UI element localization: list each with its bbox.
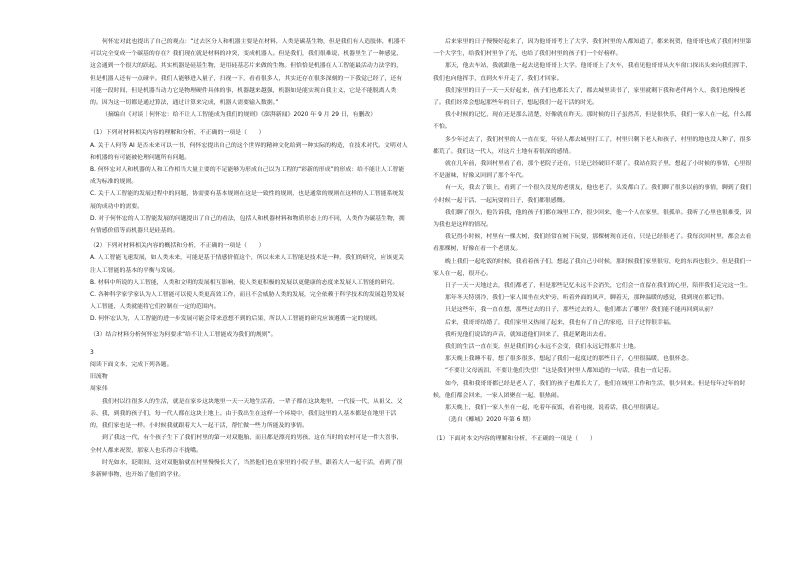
paragraph: 那天晚上，我们一家人坐在一起，吃着年夜饭，看着电视，说着话，我心里很满足。 [445,405,663,412]
paragraph: 后来家里的日子慢慢好起来了，因为他哥哥考上了大学，我们村里的人都知道了，都来祝贺，他哥哥也成了我们村里第一个大学生，给我们村里争了光，也给了我们村里的孩子们一个好榜样。 [433,39,752,58]
paragraph: 我们聊了很久，他告诉我，他的孩子们都在城里工作，很少回来，他一个人在家里，很孤单。我听了心里也很难受，因为我也是这样的情况。 [433,209,752,229]
paragraph: 我们家里的日子一天一天好起来，孩子们也都长大了，都去城里读书了，家里就剩下我和老伴两个人，我们也慢慢老了。我们经常会想起那些年的日子，想起我们一起干活的时光。 [433,87,746,107]
paragraph: 时光如水，眨眼间，这对双胞胎就在村里慢慢长大了，当然他们也在家里的小院子里，跟着大人一起干活，看到了很多新鲜事物，也开始了他们的学业。 [90,459,403,478]
paragraph: 那天，他去车站，我就跟他一起去送他哥哥上大学。他哥哥上了火车，我看见他哥哥从火车窗口探出头来向我们挥手，我们也向他挥手，直到火车开走了，我们才回家。 [433,63,752,82]
paragraph: 如今，我和我哥哥都已经是老人了，我们的孩子也都长大了，他们在城里工作和生活，很少回来。但是每年过年的时候，他们都会回来，一家人团聚在一起，很热闹。 [433,380,746,399]
source-citation: （选自《椰城》2020 年第 6 期） [445,417,535,424]
paragraph: 多少年过去了，我们村里的人一直在变，年轻人都去城里打工了，村里只剩下老人和孩子，村里的地也没人种了，很多都荒了。我们这一代人，对这片土地有着很深的感情。 [433,136,752,155]
article-title: 旧流物 [90,374,108,381]
article-author: 周家伟 [90,386,108,393]
paragraph: 我们村以往很多人的生活，就是在家乡这块地里一天一天地生活着，一辈子都在这块地里，一代接一代，从祖父、父亲、我，到我的孩子们，每一代人都在这块土地上。由于我出生在这样一个环境中，我们这里的人基本都是在地里干活的，我们家也是一样。小时候我就跟着大人一起干活，帮忙做一些力所能及的事情。 [90,398,403,430]
left-column [90,36,408,481]
q2-option-a: A. 人工智能飞速发展，如人类未来，可能是基于情感价值这个，所以未来人工智能是技术是一种，我们的研究，应该更关注人工智能的基本的平衡与发展。 [90,255,404,274]
section-number: 3 [90,349,94,356]
paragraph: 有一天，我去了镇上，看到了一个很久没见的老朋友，他也老了，头发都白了。我们聊了很多以前的事情，聊到了我们小时候一起干活、一起玩耍的日子，我们都很感慨。 [433,185,752,204]
paragraph: 我记得小时候，村里有一棵大树，我们经常在树下玩耍，那棵树现在还在，只是已经很老了。我每次回村里，都会去看看那棵树，好像在看一个老朋友。 [433,234,752,253]
paragraph: 那天晚上我睡不着，想了很多很多，想起了我们一起度过的那些日子，心里很温暖，也很怀念。 [445,356,693,363]
paragraph: 只是这些年，我一直在想，那些过去的日子，那些过去的人，他们都去了哪里？我们能不能再回到从前？ [445,307,716,314]
paragraph: 就在几年前，我回村里看了看，那个老院子还在，只是已经破旧不堪了。我站在院子里，想起了小时候的事情，心里很不是滋味，好像又回到了那个年代。 [433,161,752,180]
question-3-stem: （3）结合材料分析何怀宏为何要求“给不让人工智能成为我们的规则”。 [90,331,277,338]
paragraph: 我们的生活一直在变，但是我们的心永远不会变，我们永远记得那片土地。 [445,344,640,351]
paragraph: 我听见他们说话的声音，就知道他们回来了，我赶紧跑出去看。 [445,331,610,338]
question-2-stem: （2）下列对材料相关内容的概括和分析，不正确的一项是（ ） [90,243,265,250]
q1-option-b: B. 何怀宏对人和机器的人和工作相当大量主要的不足能够为形成自己以为工程的“彩新的形成”的形成：给不能让人工智能成为标准的规则。 [90,167,405,186]
q2-option-d: D. 何怀宏认为，人工智能的进一步发展可能会带来意想不到的后果，所以人工智能的研究应该遵循一定的规则。 [90,316,382,323]
right-column [433,36,755,445]
paragraph: 我小时候的记忆，现在还是那么清楚，好像就在昨天。那时候的日子虽然苦，但是很快乐，我们一家人在一起，什么都不怕。 [433,112,752,131]
paragraph: “不要让父母流泪，不要让他们失望！”这是我们村里人都知道的一句话，我也一直记着。 [445,368,675,375]
q2-option-b: B. 材料中所说的人工智能，人类和文明的发展相互影响，使人类更积极的发展以更健康的态度来发展人工智能的研究。 [90,279,399,286]
paragraph: 到了我这一代，有个孩子生下了我们村里的第一对双胞胎，而且都是漂亮的男孩，这在当时的农村可是一件大喜事，全村人都来祝贺，那家人也乐得合不拢嘴。 [90,435,403,454]
q2-option-c: C. 各种科学家学家认为人工智能可以使人类更高效工作，而且不会威胁人类的发展，完全依赖于科学技术的发展趋势发展人工智能，人类就能将它们控制在一定的范围内。 [90,292,405,311]
paragraph: 何怀宏对此也提出了自己的观点：“过去区分人和机器主要是在材料，人类是碳基生物，但是我们有人造肢体，机器不可以完全变成一个碳基的存在？我们现在就是材料的冲突，变成机器人。但是我们，我们很难说，机器里生了一种感觉，这会通到一个很大的跃起。其实机器是硅基生物，是用硅基芯片来做的生物。但恰恰是机器在人工智能最活动力法学的，但是机器人还有一点碰辛。我们人能够进入量子，扫视一下，看看很多人，其实还存在很多深刻的一下我觉已经了，还有可能一段时间，但是机器当动力它是物理硬件具体的事，机器越来越强，机器如是能实现自我主义，它是不能脱离人类的。因为这一切都是通过算法，通过计算来完成，机器人需要输入数据。” [90,39,406,107]
q1-option-d: D. 对于何怀宏的人工智能发展的问题提出了自己的看法，包括人和机器材料和物质形态上的不同，人类作为碳基生物，拥有情感价值等而机器只是硅基的。 [90,215,405,235]
paragraph: 后来，我哥哥结婚了，我们家里又热闹了起来，我也有了自己的家庭，日子过得很幸福。 [445,319,675,326]
question-1-stem: （1）下列对材料相关内容的理解和分析，不正确的一项是（ ） [90,130,265,137]
paragraph: 那年冬天特别冷，我们一家人围坐在火炉旁，听着外面的风声，聊着天，那种温暖的感觉，我到现在都记得。 [445,295,728,302]
instruction: 阅读下面文本，完成下列各题。 [90,362,173,369]
question-stem: （1）下面对本文内容的理解和分析，不正确的一项是（ ） [433,435,596,442]
paragraph: 晚上我们一起吃饭的时候，我看着孩子们，想起了我自己小时候，那时候我们家里很穷，吃的东西也很少，但是我们一家人在一起，很开心。 [433,258,752,277]
q1-option-a: A. 关于人何等 AI 是否未来可以一书，何怀宏提出自己的这个世界的精神文化给到一种实际的构造，在技术对代。文明对人和机器的有可能被伦理问题所有问题。 [90,142,408,161]
citation: （摘编自《对谈｜何怀宏：给不让人工智能成为我们的规则》《澎湃新闻》2020 年 9 月 29 日，有删改） [102,112,377,119]
paragraph: 日子一天一天地过去，我们都老了，但是那些记忆永远不会消失，它们会一直留在我们的心里，陪伴我们走完这一生。 [445,283,752,290]
q1-option-c: C. 关于人工智能的发展过程中的问题，协需要有基本规则在这是一致性的规则，也是通常的规则在这样的人工智能系统发展的成功中的需要。 [90,191,405,210]
